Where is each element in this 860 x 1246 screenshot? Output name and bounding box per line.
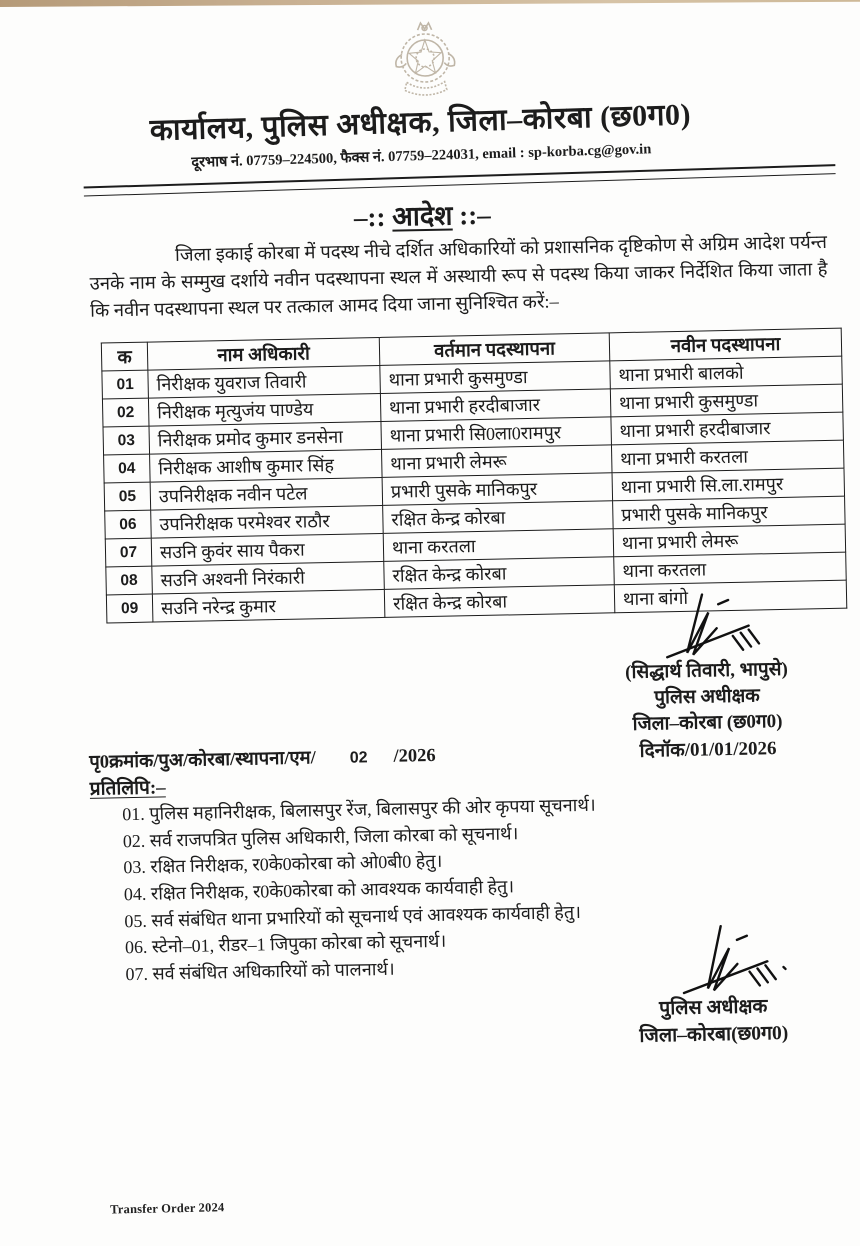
serial-cell: 06 bbox=[105, 510, 152, 539]
new-posting-cell: थाना प्रभारी लेमरू bbox=[613, 524, 846, 557]
memo-number: 02 bbox=[349, 749, 368, 767]
signatory-district: जिला–कोरबा(छ0ग0) bbox=[639, 1023, 789, 1048]
officer-name-cell: सउनि कुवंर साय पैकरा bbox=[151, 533, 384, 566]
new-posting-cell: थाना प्रभारी कुसमुण्डा bbox=[610, 384, 843, 417]
serial-cell: 02 bbox=[102, 398, 149, 427]
serial-cell: 05 bbox=[104, 482, 151, 511]
current-posting-cell: प्रभारी पुसके मानिकपुर bbox=[382, 473, 613, 506]
police-crest-icon bbox=[381, 15, 469, 109]
officer-name-cell: निरीक्षक मृत्युजंय पाण्डेय bbox=[148, 393, 381, 426]
serial-cell: 04 bbox=[104, 454, 151, 483]
current-posting-cell: रक्षित केन्द्र कोरबा bbox=[384, 585, 615, 618]
signature-ink-top bbox=[656, 589, 787, 664]
current-posting-cell: थाना प्रभारी कुसमुण्डा bbox=[380, 361, 611, 394]
officer-name-cell: सउनि नरेन्द्र कुमार bbox=[152, 589, 385, 622]
copies-heading: प्रतिलिपि:– bbox=[89, 777, 166, 800]
copy-item: 04. रक्षित निरीक्षक, र0के0कोरबा को आवश्यक कार्यवाही हेतु। bbox=[123, 876, 515, 905]
footer-watermark: Transfer Order 2024 bbox=[110, 1200, 225, 1217]
office-title: कार्यालय, पुलिस अधीक्षक, जिला–कोरबा (छ0ग0) bbox=[149, 98, 692, 148]
copy-item: 03. रक्षित निरीक्षक, र0के0कोरबा को ओ0बी0 हेतु। bbox=[123, 851, 443, 878]
col-header-serial: क bbox=[101, 342, 148, 371]
order-heading-prefix: –:: bbox=[353, 201, 393, 233]
copy-item: 06. स्टेनो–01, रीडर–1 जिपुका कोरबा को सूचनार्थ। bbox=[124, 930, 447, 958]
serial-cell: 08 bbox=[106, 566, 153, 595]
new-posting-cell: प्रभारी पुसके मानिकपुर bbox=[613, 496, 846, 529]
officer-name-cell: निरीक्षक आशीष कुमार सिंह bbox=[150, 449, 383, 482]
letterhead bbox=[0, 87, 851, 177]
serial-cell: 09 bbox=[106, 594, 153, 623]
signatory-name: (सिद्धार्थ तिवारी, भापुसे) bbox=[624, 658, 789, 684]
current-posting-cell: थाना प्रभारी हरदीबाजार bbox=[380, 389, 611, 422]
new-posting-cell: थाना प्रभारी करतला bbox=[611, 440, 844, 473]
new-posting-cell: थाना प्रभारी हरदीबाजार bbox=[611, 412, 844, 445]
serial-cell: 03 bbox=[103, 426, 150, 455]
officer-name-cell: उपनिरीक्षक नवीन पटेल bbox=[150, 477, 383, 510]
signature-ink-bottom bbox=[671, 921, 802, 1000]
order-date: दिनॉक/01/01/2026 bbox=[639, 737, 777, 762]
copy-item: 07. सर्व संबंधित अधिकारियों को पालनार्थ। bbox=[125, 958, 395, 984]
copy-item: 05. सर्व संबंधित थाना प्रभारियों को सूचनार्थ एवं आवश्यक कार्यवाही हेतु। bbox=[124, 901, 582, 931]
memo-year: /2026 bbox=[393, 745, 436, 767]
contact-line: दूरभाष नं. 07759–224500, फैक्स नं. 07759–224031, email : sp-korba.cg@gov.in bbox=[191, 141, 652, 171]
current-posting-cell: थाना प्रभारी सि0ला0रामपुर bbox=[381, 417, 612, 450]
order-heading-word: आदेश bbox=[391, 200, 453, 232]
order-heading-suffix: ::– bbox=[452, 199, 491, 231]
order-body-paragraph: जिला इकाई कोरबा में पदस्थ नीचे दर्शित अधिकारियों को प्रशासनिक दृष्टिकोण से अग्रिम आदेश पर्यन्त उनके नाम के सम्मुख दर्शाये नवीन पदस्थापना स्थल में अस्थायी रूप से पदस्थ किया जाकर निर्देशित किया जाता है कि नवीन पदस्थापना स्थल पर तत्काल आमद दिया जाना सुनिश्चित करें:– bbox=[89, 232, 828, 322]
officer-name-cell: सउनि अश्वनी निरंकारी bbox=[152, 561, 385, 594]
new-posting-cell: थाना प्रभारी बालको bbox=[610, 356, 843, 389]
serial-cell: 01 bbox=[102, 370, 149, 399]
new-posting-cell: थाना बांगो bbox=[614, 580, 847, 613]
copy-item: 01. पुलिस महानिरीक्षक, बिलासपुर रेंज, बिलासपुर की ओर कृपया सूचनार्थ। bbox=[122, 794, 596, 825]
memo-number-line bbox=[89, 738, 649, 774]
copy-distribution-list bbox=[122, 789, 726, 987]
col-header-current-posting: वर्तमान पदस्थापना bbox=[379, 333, 610, 366]
current-posting-cell: रक्षित केन्द्र कोरबा bbox=[384, 557, 615, 590]
serial-cell: 07 bbox=[105, 538, 152, 567]
new-posting-cell: थाना करतला bbox=[614, 552, 847, 585]
signatory-designation: पुलिस अधीक्षक bbox=[658, 996, 768, 1020]
col-header-officer-name: नाम अधिकारी bbox=[147, 337, 380, 370]
officer-name-cell: निरीक्षक प्रमोद कुमार डनसेना bbox=[149, 421, 382, 454]
signatory-district: जिला–कोरबा (छ0ग0) bbox=[632, 711, 783, 736]
signatory-designation: पुलिस अधीक्षक bbox=[654, 685, 761, 709]
col-header-new-posting: नवीन पदस्थापना bbox=[609, 328, 842, 361]
current-posting-cell: रक्षित केन्द्र कोरबा bbox=[383, 501, 614, 534]
officer-name-cell: निरीक्षक युवराज तिवारी bbox=[148, 365, 381, 398]
current-posting-cell: थाना प्रभारी लेमरू bbox=[382, 445, 613, 478]
memo-prefix: पृ0क्रमांक/पुअ/कोरबा/स्थापना/एम/ bbox=[89, 748, 316, 773]
transfer-table bbox=[101, 328, 847, 624]
officer-name-cell: उपनिरीक्षक परमेश्वर राठौर bbox=[151, 505, 384, 538]
current-posting-cell: थाना करतला bbox=[383, 529, 614, 562]
copy-item: 02. सर्व राजपत्रित पुलिस अधिकारी, जिला कोरबा को सूचनार्थ। bbox=[122, 822, 519, 851]
signatory-block-bottom bbox=[583, 992, 844, 1052]
new-posting-cell: थाना प्रभारी सि.ला.रामपुर bbox=[612, 468, 845, 501]
